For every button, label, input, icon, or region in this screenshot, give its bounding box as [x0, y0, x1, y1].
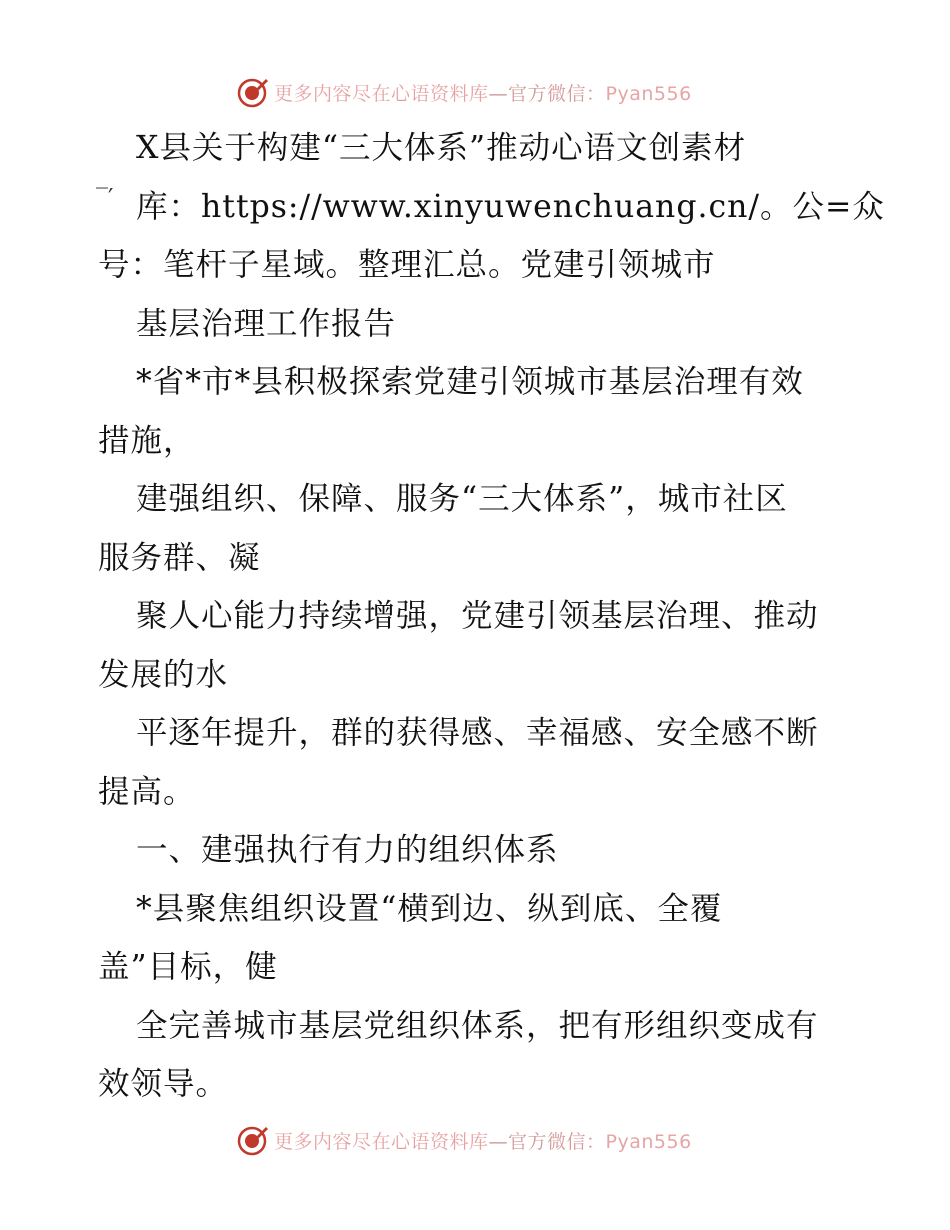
- banner-dash: —: [488, 1130, 509, 1153]
- footer-banner: [0, 1120, 950, 1160]
- text-line: 服务群、凝: [98, 539, 261, 576]
- banner-dash: —: [488, 82, 509, 105]
- banner-wechat-label: 官方微信：: [508, 1130, 606, 1153]
- text-line: 盖”目标，健: [98, 949, 278, 985]
- text-line: 措施，: [98, 422, 196, 459]
- text-line: 号：笔杆子星域。整理汇总。党建引领城市: [98, 247, 716, 283]
- pen-logo-icon: [236, 1123, 270, 1157]
- banner-wechat-label: 官方微信：: [508, 82, 606, 105]
- header-banner: [0, 72, 950, 112]
- margin-mark-icon: ‾′: [96, 184, 114, 212]
- banner-wechat-id: Pyan556: [605, 82, 692, 105]
- banner-wechat-id: Pyan556: [605, 1130, 692, 1153]
- text-line: 发展的水: [98, 656, 229, 693]
- text-line: 效领导。: [98, 1066, 229, 1102]
- text-line: 提高。: [98, 773, 196, 810]
- text-line: 库：https://www.xinyuwenchuang.cn/。公=众: [136, 188, 885, 225]
- text-line: 平逐年提升，群的获得感、幸福感、安全感不断: [136, 715, 819, 751]
- text-line: 基层治理工作报告: [136, 305, 397, 342]
- text-line: X县关于构建“三大体系”推动心语文创素材: [136, 130, 747, 166]
- text-line: 全完善城市基层党组织体系，把有形组织变成有: [136, 1007, 819, 1044]
- banner-site-text: 更多内容尽在心语资料库: [274, 82, 489, 105]
- text-line: 聚人心能力持续增强，党建引领基层治理、推动: [136, 598, 819, 634]
- text-line: *县聚焦组织设置“横到边、纵到底、全覆: [136, 890, 723, 927]
- section-heading: 一、建强执行有力的组织体系: [136, 832, 559, 868]
- text-line: *省*市*县积极探索党建引领城市基层治理有效: [136, 364, 804, 400]
- document-body: [98, 119, 885, 1114]
- banner-site-text: 更多内容尽在心语资料库: [274, 1130, 489, 1153]
- pen-logo-icon: [236, 75, 270, 109]
- text-line: 建强组织、保障、服务“三大体系”，城市社区: [136, 481, 788, 517]
